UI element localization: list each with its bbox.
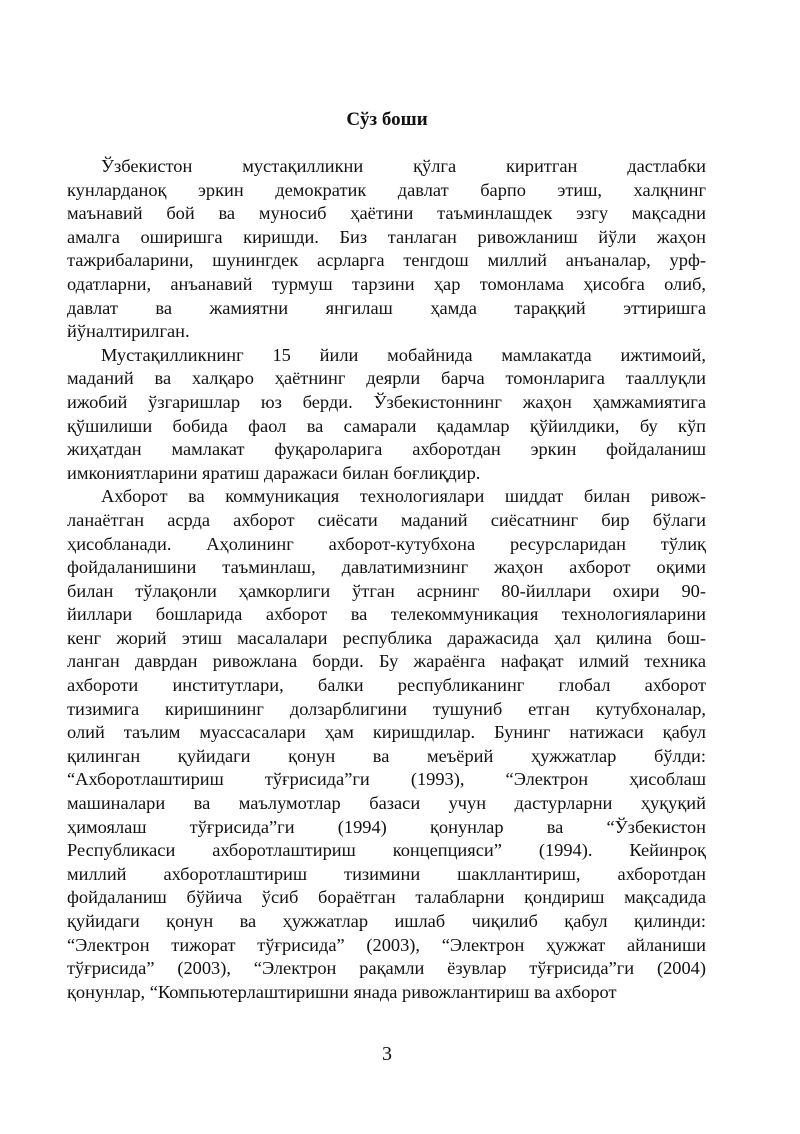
text-line: тизимига киришининг долзарблигини тушуниб етган кутубхоналар,	[67, 698, 706, 719]
page-number: 3	[382, 1043, 392, 1065]
text-line: одатларни, анъанавий турмуш тарзини ҳар томонлама ҳисобга олиб,	[67, 273, 706, 294]
text-line: Республикаси ахборотлаштириш концепцияси” (1994). Кейинроқ	[67, 840, 706, 861]
text-line: йиллари бошларида ахборот ва телекоммуникация технологияларини	[67, 604, 706, 625]
text-line: қўшилиши бобида фаол ва самарали қадамлар қўйилдики, бу кўп	[67, 415, 706, 436]
text-line: ахбороти институтлари, балки республиканинг глобал ахборот	[67, 675, 706, 696]
body-text	[67, 155, 706, 1004]
text-line: “Ахборотлаштириш тўғрисида”ги (1993), “Электрон ҳисоблаш	[67, 769, 706, 790]
text-line: ланган даврдан ривожлана борди. Бу жараёнга нафақат илмий техника	[67, 651, 706, 672]
text-line: жиҳатдан мамлакат фуқароларига ахборотдан эркин фойдаланиш	[67, 439, 706, 460]
text-line: “Электрон тижорат тўғрисида” (2003), “Электрон ҳужжат айланиши	[67, 934, 706, 955]
text-line: амалга оширишга киришди. Биз танлаган ривожланиш йўли жаҳон	[67, 226, 706, 247]
text-line: ҳисобланади. Аҳолининг ахборот-кутубхона ресурсларидан тўлиқ	[67, 533, 706, 554]
text-line: имкониятларини яратиш даражаси билан боғлиқдир.	[67, 462, 481, 483]
page-title: Сўз боши	[346, 109, 428, 130]
text-line: Ўзбекистон мустақилликни қўлга киритган дастлабки	[101, 156, 706, 176]
paragraph	[67, 485, 706, 1004]
text-line: машиналари ва маълумотлар базаси учун дастурларни ҳуқуқий	[67, 793, 706, 814]
text-line: олий таълим муассасалари ҳам киришдилар. Бунинг натижаси қабул	[67, 722, 706, 743]
text-line: тўғрисида” (2003), “Электрон рақамли ёзувлар тўғрисида”ги (2004)	[67, 958, 706, 979]
text-line: ҳимоялаш тўғрисида”ги (1994) қонунлар ва “Ўзбекистон	[67, 816, 706, 837]
text-line: Ахборот ва коммуникация технологиялари шиддат билан ривож-	[101, 486, 706, 507]
text-line: ланаётган асрда ахборот сиёсати маданий сиёсатнинг бир бўлаги	[67, 509, 706, 530]
text-line: миллий ахборотлаштириш тизимини шакллантириш, ахборотдан	[67, 863, 706, 884]
text-line: Мустақилликнинг 15 йили мобайнида мамлакатда ижтимоий,	[101, 344, 706, 365]
text-line: кунларданоқ эркин демократик давлат барпо этиш, халқнинг	[67, 179, 706, 200]
text-line: давлат ва жамиятни янгилаш ҳамда тараққий эттиришга	[67, 297, 706, 318]
paragraph	[67, 155, 706, 344]
text-line: билан тўлақонли ҳамкорлиги ўтган асрнинг 80-йиллари охири 90-	[67, 580, 706, 601]
text-line: маънавий бой ва муносиб ҳаётини таъминлашдек эзгу мақсадни	[67, 203, 706, 224]
text-line: кенг жорий этиш масалалари республика даражасида ҳал қилина бош-	[67, 627, 706, 648]
text-line: маданий ва халқаро ҳаётнинг деярли барча томонларига тааллуқли	[67, 368, 706, 389]
paragraph	[67, 344, 706, 486]
text-line: қилинган қуйидаги қонун ва меъёрий ҳужжатлар бўлди:	[67, 745, 706, 766]
text-line: фойдаланиш бўйича ўсиб бораётган талабларни қондириш мақсадида	[67, 887, 706, 908]
text-line: тажрибаларини, шунингдек асрларга тенгдош миллий анъаналар, урф-	[67, 250, 706, 271]
text-line: йўналтирилган.	[67, 321, 190, 342]
text-line: қуйидаги қонун ва ҳужжатлар ишлаб чиқилиб қабул қилинди:	[67, 911, 706, 931]
text-line: ижобий ўзгаришлар юз берди. Ўзбекистоннинг жаҳон ҳамжамиятига	[67, 391, 706, 412]
text-line: фойдаланишини таъминлаш, давлатимизнинг жаҳон ахборот оқими	[67, 557, 706, 578]
text-line: қонунлар, “Компьютерлаштиришни янада ривожлантириш ва ахборот	[67, 981, 617, 1002]
